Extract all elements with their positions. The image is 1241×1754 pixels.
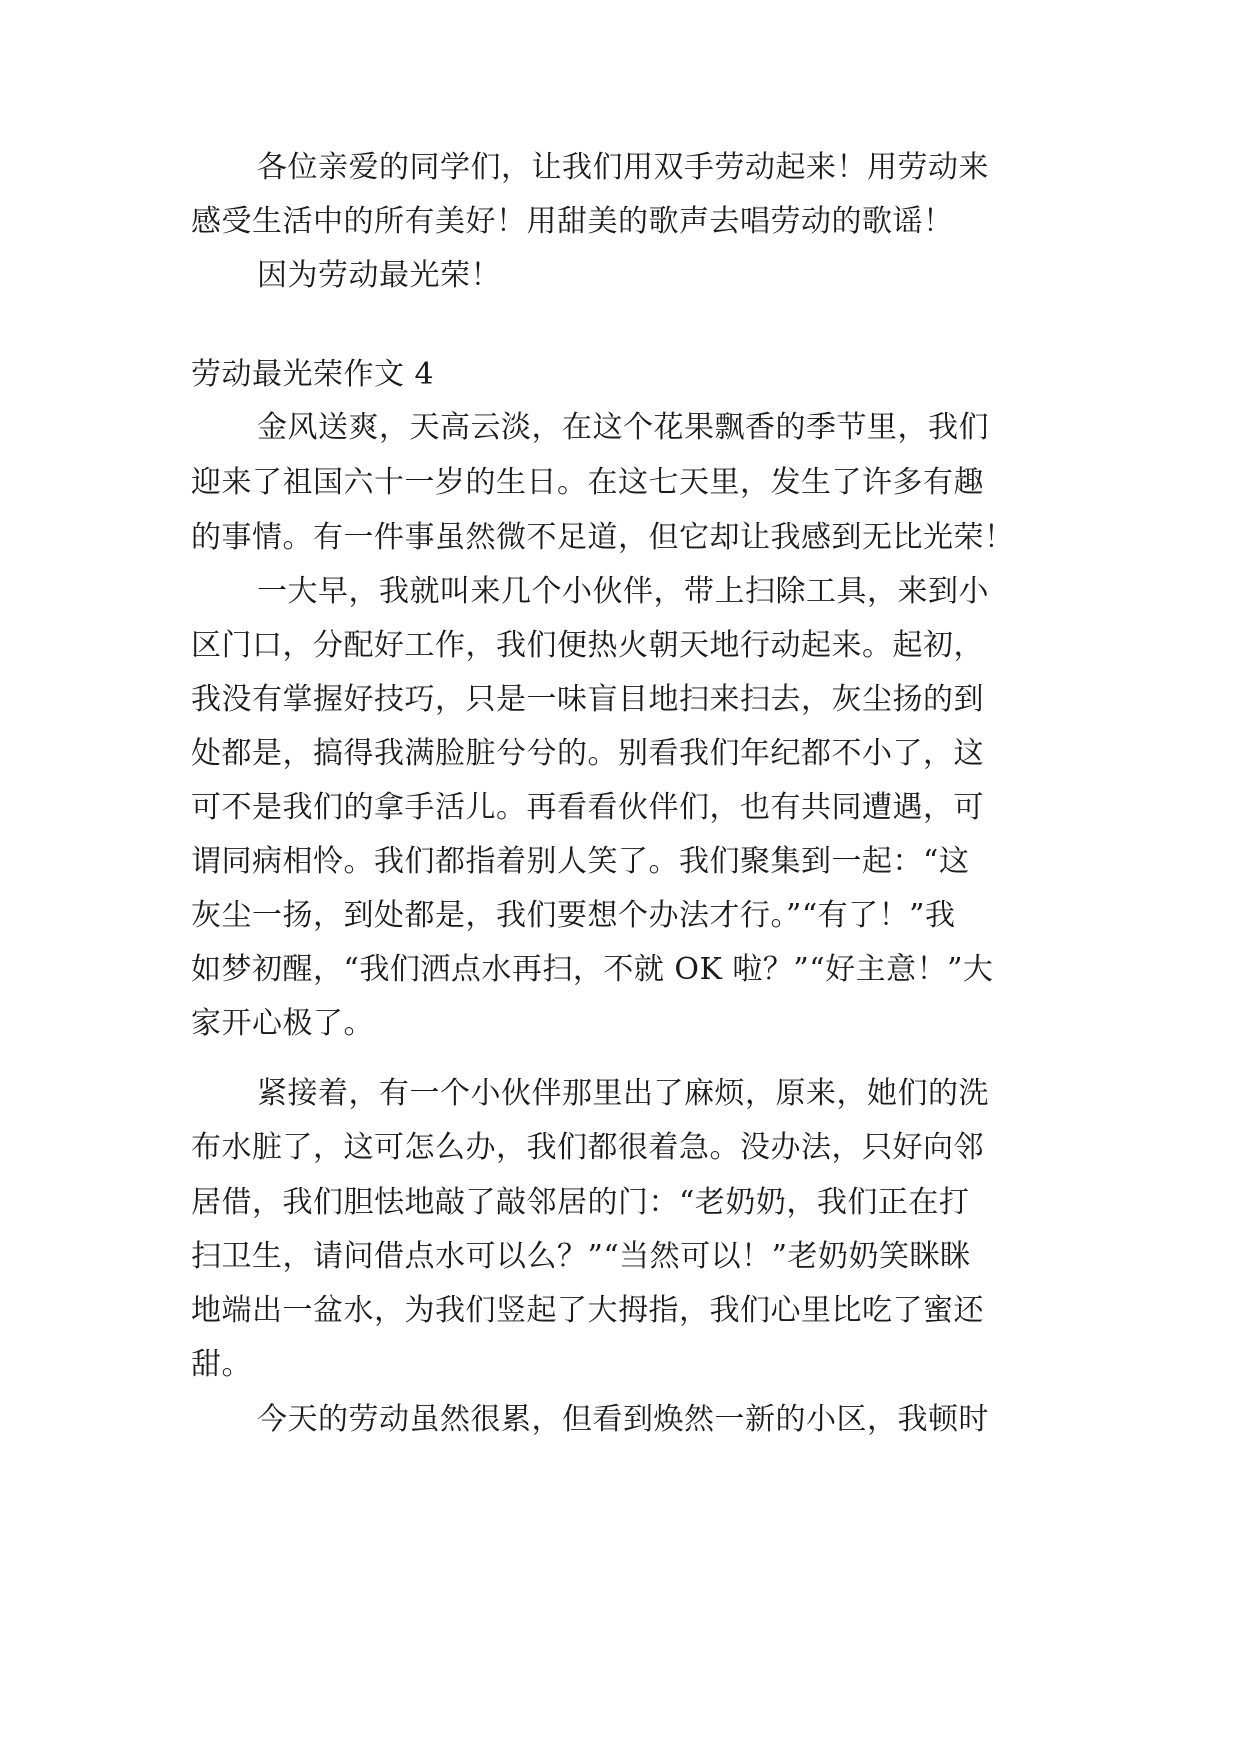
- paragraph-line: 因为劳动最光荣！: [257, 258, 501, 293]
- paragraph-line: 区门口，分配好工作，我们便热火朝天地行动起来。起初，: [191, 628, 984, 663]
- paragraph-line: 处都是，搞得我满脸脏兮兮的。别看我们年纪都不小了，这: [191, 736, 984, 771]
- section-heading: 劳动最光荣作文 4: [191, 357, 435, 392]
- paragraph-line: 居借，我们胆怯地敲了敲邻居的门：“老奶奶，我们正在打: [191, 1185, 970, 1220]
- paragraph-line: 可不是我们的拿手活儿。再看看伙伴们，也有共同遭遇，可: [191, 790, 984, 825]
- paragraph-line: 一大早，我就叫来几个小伙伴，带上扫除工具，来到小: [257, 574, 989, 609]
- paragraph-line: 地端出一盆水，为我们竖起了大拇指，我们心里比吃了蜜还: [191, 1293, 984, 1328]
- paragraph-line: 今天的劳动虽然很累，但看到焕然一新的小区，我顿时: [257, 1402, 989, 1437]
- paragraph-line: 各位亲爱的同学们，让我们用双手劳动起来！用劳动来: [257, 150, 989, 185]
- paragraph-line: 甜。: [191, 1347, 252, 1382]
- paragraph-line: 感受生活中的所有美好！用甜美的歌声去唱劳动的歌谣！: [191, 204, 954, 239]
- paragraph-line: 紧接着，有一个小伙伴那里出了麻烦，原来，她们的洗: [257, 1076, 989, 1111]
- paragraph-line: 扫卫生，请问借点水可以么？”“当然可以！”老奶奶笑眯眯: [191, 1239, 971, 1274]
- paragraph-line: 家开心极了。: [191, 1006, 374, 1041]
- paragraph-line: 谓同病相怜。我们都指着别人笑了。我们聚集到一起：“这: [191, 844, 970, 879]
- paragraph-line: 如梦初醒，“我们洒点水再扫，不就 OK 啦？”“好主意！”大: [191, 952, 994, 987]
- paragraph-line: 我没有掌握好技巧，只是一味盲目地扫来扫去，灰尘扬的到: [191, 682, 984, 717]
- paragraph-line: 灰尘一扬，到处都是，我们要想个办法才行。”“有了！”我: [191, 898, 956, 933]
- paragraph-line: 布水脏了，这可怎么办，我们都很着急。没办法，只好向邻: [191, 1130, 984, 1165]
- paragraph-line: 迎来了祖国六十一岁的生日。在这七天里，发生了许多有趣: [191, 465, 984, 500]
- paragraph-line: 金风送爽，天高云淡，在这个花果飘香的季节里，我们: [257, 410, 989, 445]
- paragraph-line: 的事情。有一件事虽然微不足道，但它却让我感到无比光荣！: [191, 520, 1015, 555]
